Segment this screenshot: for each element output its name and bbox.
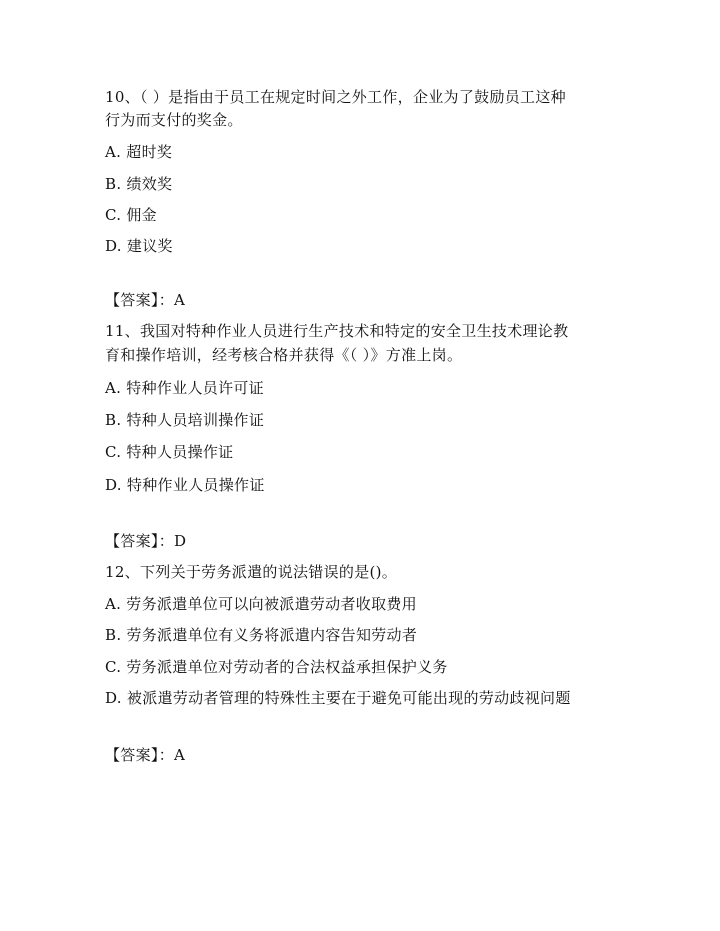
question-11-option-d: D. 特种作业人员操作证 xyxy=(105,476,265,494)
question-10-answer: 【答案】：A xyxy=(105,291,186,309)
question-11-answer: 【答案】：D xyxy=(105,532,187,550)
question-10-stem-line-2: 行为而支付的奖金。 xyxy=(105,111,243,129)
question-10-stem-line-1: 10、（ ）是指由于员工在规定时间之外工作，企业为了鼓励员工这种 xyxy=(105,88,566,106)
question-12-option-d: D. 被派遣劳动者管理的特殊性主要在于避免可能出现的劳动歧视问题 xyxy=(105,689,571,707)
question-12-stem-line-1: 12、下列关于劳务派遣的说法错误的是()。 xyxy=(105,563,398,581)
question-10-option-d: D. 建议奖 xyxy=(105,237,173,255)
question-11-option-b: B. 特种人员培训操作证 xyxy=(105,411,265,429)
question-10-option-a: A. 超时奖 xyxy=(105,143,173,161)
question-11-stem-line-1: 11、我国对特种作业人员进行生产技术和特定的安全卫生技术理论教 xyxy=(105,322,569,340)
question-11-stem-line-2: 育和操作培训，经考核合格并获得《（ ）》方准上岗。 xyxy=(105,346,463,364)
question-12-option-b: B. 劳务派遣单位有义务将派遣内容告知劳动者 xyxy=(105,626,418,644)
question-10-option-b: B. 绩效奖 xyxy=(105,175,173,193)
question-12-option-c: C. 劳务派遣单位对劳动者的合法权益承担保护义务 xyxy=(105,658,448,676)
question-10-option-c: C. 佣金 xyxy=(105,206,157,224)
question-12-option-a: A. 劳务派遣单位可以向被派遣劳动者收取费用 xyxy=(105,595,417,613)
question-11-option-c: C. 特种人员操作证 xyxy=(105,443,234,461)
question-12-answer: 【答案】：A xyxy=(105,746,186,764)
question-11-option-a: A. 特种作业人员许可证 xyxy=(105,379,264,397)
